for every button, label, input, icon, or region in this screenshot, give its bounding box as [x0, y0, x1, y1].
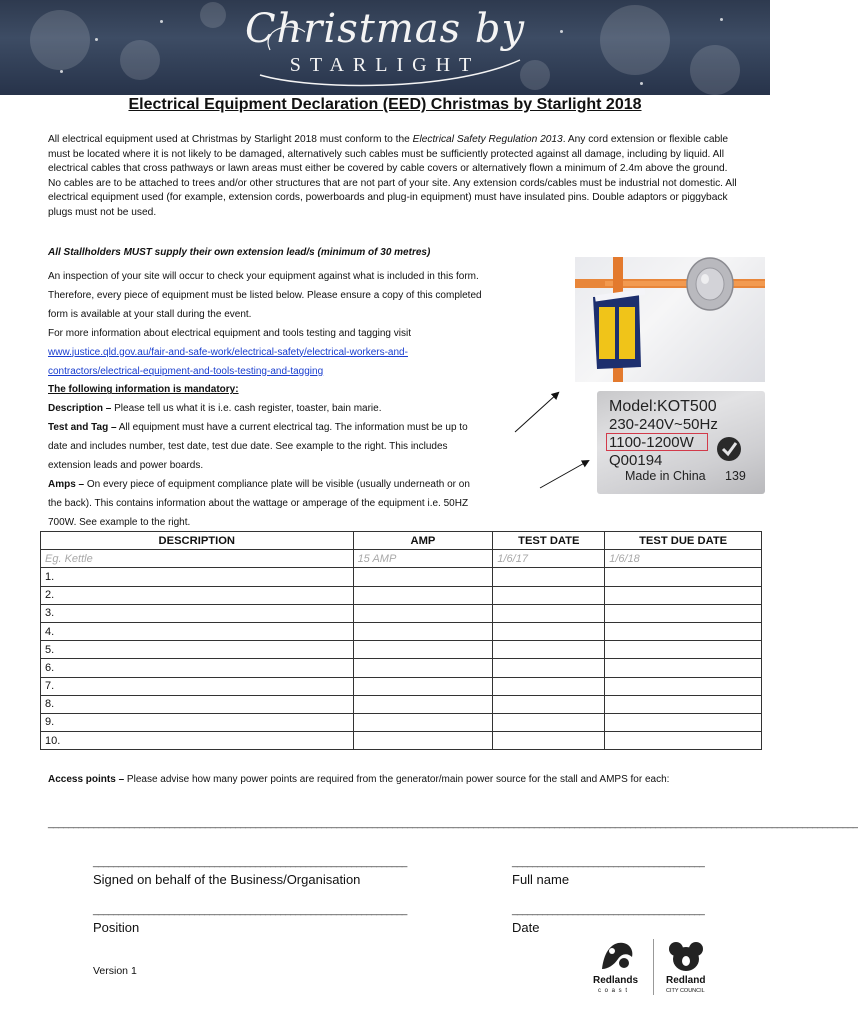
row-number[interactable]: 6.	[41, 659, 354, 677]
access-points-label: Access points –	[48, 774, 125, 785]
coast-wordmark: c o a s t	[598, 988, 629, 994]
logo-script: Christmas by	[244, 6, 526, 52]
justice-link[interactable]: www.justice.qld.gov.au/fair-and-safe-work/electrical-safety/electrical-workers-and-	[48, 346, 408, 358]
example-cell: 1/6/18	[605, 550, 762, 568]
signature-line[interactable]: ______________________________________________________________	[93, 857, 407, 868]
mandatory-heading: The following information is mandatory:	[48, 384, 239, 396]
equipment-table	[40, 531, 762, 750]
cable-tag-illustration	[575, 257, 765, 382]
row-number[interactable]: 7.	[41, 677, 354, 695]
test-due-date-cell[interactable]	[605, 641, 762, 659]
test-due-date-cell[interactable]	[605, 677, 762, 695]
row-number[interactable]: 5.	[41, 641, 354, 659]
plate-voltage: 230-240V~50Hz	[609, 416, 718, 433]
compliance-plate-photo	[597, 391, 765, 494]
stallholder-note: All Stallholders MUST supply their own extension lead/s (minimum of 30 metres)	[48, 247, 431, 258]
inspection-text: An inspection of your site will occur to check your equipment against what is included in this form.	[48, 271, 479, 282]
position-line[interactable]: ______________________________________________________________	[93, 905, 407, 916]
inspection-text: form is available at your stall during the event.	[48, 308, 252, 320]
test-date-cell[interactable]	[493, 677, 605, 695]
table-row	[41, 677, 762, 695]
plate-origin: Made in China	[625, 469, 706, 483]
table-row	[41, 622, 762, 640]
amp-cell[interactable]	[353, 732, 493, 750]
row-number[interactable]: 10.	[41, 732, 354, 750]
council-logos	[588, 937, 718, 999]
table-row	[41, 713, 762, 731]
row-number[interactable]: 4.	[41, 622, 354, 640]
test-tag-instruction	[48, 419, 553, 438]
test-tag-label: Test and Tag –	[48, 422, 117, 434]
test-due-date-cell[interactable]	[605, 604, 762, 622]
description-instruction	[48, 400, 553, 419]
redlands-wordmark: Redlands	[593, 975, 639, 986]
example-row	[41, 550, 762, 568]
table-row	[41, 641, 762, 659]
test-due-date-cell[interactable]	[605, 659, 762, 677]
test-due-date-cell[interactable]	[605, 586, 762, 604]
test-date-cell[interactable]	[493, 568, 605, 586]
sparkle	[640, 82, 643, 85]
justice-link[interactable]: contractors/electrical-equipment-and-tools-testing-and-tagging	[48, 365, 324, 377]
amp-cell[interactable]	[353, 677, 493, 695]
row-number[interactable]: 3.	[41, 604, 354, 622]
test-date-cell[interactable]	[493, 586, 605, 604]
city-council-wordmark: CITY COUNCIL	[666, 988, 705, 994]
test-due-date-cell[interactable]	[605, 568, 762, 586]
redland-city-koala-icon	[668, 939, 704, 973]
amp-cell[interactable]	[353, 713, 493, 731]
intro-text: All electrical equipment used at Christmas by Starlight 2018 must conform to the	[48, 134, 413, 145]
amps-text: the back). This contains information about the wattage or amperage of the equipment i.e. 50HZ	[48, 497, 469, 509]
test-date-cell[interactable]	[493, 713, 605, 731]
test-tag-text: extension leads and power boards.	[48, 460, 204, 472]
table-row	[41, 604, 762, 622]
amp-cell[interactable]	[353, 568, 493, 586]
logo-divider	[653, 939, 654, 995]
row-number[interactable]: 2.	[41, 586, 354, 604]
description-label: Description –	[48, 403, 112, 415]
access-answer-line[interactable]: ________________________________________________________________________________________________________________________________________________________________	[48, 818, 858, 829]
inspection-text: For more information about electrical equipment and tools testing and tagging visit	[48, 327, 411, 339]
test-date-cell[interactable]	[493, 695, 605, 713]
plate-wattage: 1100-1200W	[609, 434, 694, 451]
table-row	[41, 732, 762, 750]
test-date-cell[interactable]	[493, 641, 605, 659]
test-date-cell[interactable]	[493, 659, 605, 677]
description-text: Please tell us what it is i.e. cash register, toaster, bain marie.	[111, 403, 382, 415]
test-due-date-cell[interactable]	[605, 732, 762, 750]
test-due-date-cell[interactable]	[605, 622, 762, 640]
plate-model: Model:KOT500	[609, 398, 717, 415]
redlands-coast-logo-icon	[598, 939, 638, 973]
amps-instruction	[48, 476, 553, 495]
row-number[interactable]: 1.	[41, 568, 354, 586]
test-due-date-cell[interactable]	[605, 695, 762, 713]
amp-cell[interactable]	[353, 586, 493, 604]
intro-paragraph	[48, 133, 738, 221]
plate-code: Q00194	[609, 452, 663, 469]
version-label: Version 1	[93, 965, 137, 977]
amp-cell[interactable]	[353, 604, 493, 622]
table-header-row	[41, 532, 762, 550]
position-label: Position	[93, 920, 140, 935]
plate-number: 139	[725, 469, 746, 483]
table-row	[41, 659, 762, 677]
column-header: TEST DATE	[493, 532, 605, 550]
test-date-cell[interactable]	[493, 732, 605, 750]
fullname-label: Full name	[512, 872, 570, 887]
inspection-text: Therefore, every piece of equipment must be listed below. Please ensure a copy of this completed	[48, 289, 482, 301]
row-number[interactable]: 8.	[41, 695, 354, 713]
example-cell: 1/6/17	[493, 550, 605, 568]
instructions-column	[48, 268, 553, 533]
amp-cell[interactable]	[353, 659, 493, 677]
amps-text: 700W. See example to the right.	[48, 516, 191, 528]
amps-label: Amps –	[48, 478, 85, 490]
column-header: DESCRIPTION	[41, 532, 354, 550]
example-cell: 15 AMP	[353, 550, 493, 568]
table-row	[41, 586, 762, 604]
access-points-body: Please advise how many power points are required from the generator/main power source for the stall and AMPS for each:	[124, 774, 670, 785]
test-date-cell[interactable]	[493, 604, 605, 622]
column-header: TEST DUE DATE	[605, 532, 762, 550]
table-row	[41, 568, 762, 586]
fullname-line[interactable]: ______________________________________	[512, 857, 705, 868]
test-date-cell[interactable]	[493, 622, 605, 640]
page-title: Electrical Equipment Declaration (EED) Christmas by Starlight 2018	[128, 96, 642, 113]
header-banner	[0, 0, 770, 95]
test-due-date-cell[interactable]	[605, 713, 762, 731]
table-row	[41, 695, 762, 713]
intro-text: . Any cord extension or flexible cable must be located where it is not likely to be damaged, alternatively such cables must be sufficiently protected against all damage, including by liquid. All electrical cables that cross pathways or lawn areas must either be covered by cable covers or alternatively flown a minimum of 2.4m above the ground. No cables are to be attached to trees and/or other structures that are not part of your site. Any extension cords/cables must be industrial not domestic. All electrical equipment used (for example, extension cords, powerboards and plug-in equipment) must have insulated pins. Double adaptors or piggyback plugs must not be used.	[48, 134, 737, 218]
logo-caps: STARLIGHT	[289, 54, 481, 76]
compliance-mark-icon	[715, 435, 743, 463]
date-line[interactable]: ______________________________________	[512, 905, 705, 916]
amps-text: On every piece of equipment compliance plate will be visible (usually underneath or on	[84, 478, 470, 490]
redland-wordmark: Redland	[666, 975, 706, 986]
access-points-text	[48, 773, 688, 787]
row-number[interactable]: 9.	[41, 713, 354, 731]
regulation-name: Electrical Safety Regulation 2013	[412, 134, 563, 145]
column-header: AMP	[353, 532, 493, 550]
amp-cell[interactable]	[353, 641, 493, 659]
example-cell: Eg. Kettle	[41, 550, 354, 568]
test-tag-text: All equipment must have a current electrical tag. The information must be up to	[116, 422, 468, 434]
test-tag-text: date and includes number, test date, test due date. See example to the right. This includes	[48, 441, 448, 453]
amp-cell[interactable]	[353, 622, 493, 640]
signed-label: Signed on behalf of the Business/Organisation	[93, 872, 361, 887]
test-tag-photo	[575, 257, 765, 382]
date-label: Date	[512, 920, 540, 935]
amp-cell[interactable]	[353, 695, 493, 713]
